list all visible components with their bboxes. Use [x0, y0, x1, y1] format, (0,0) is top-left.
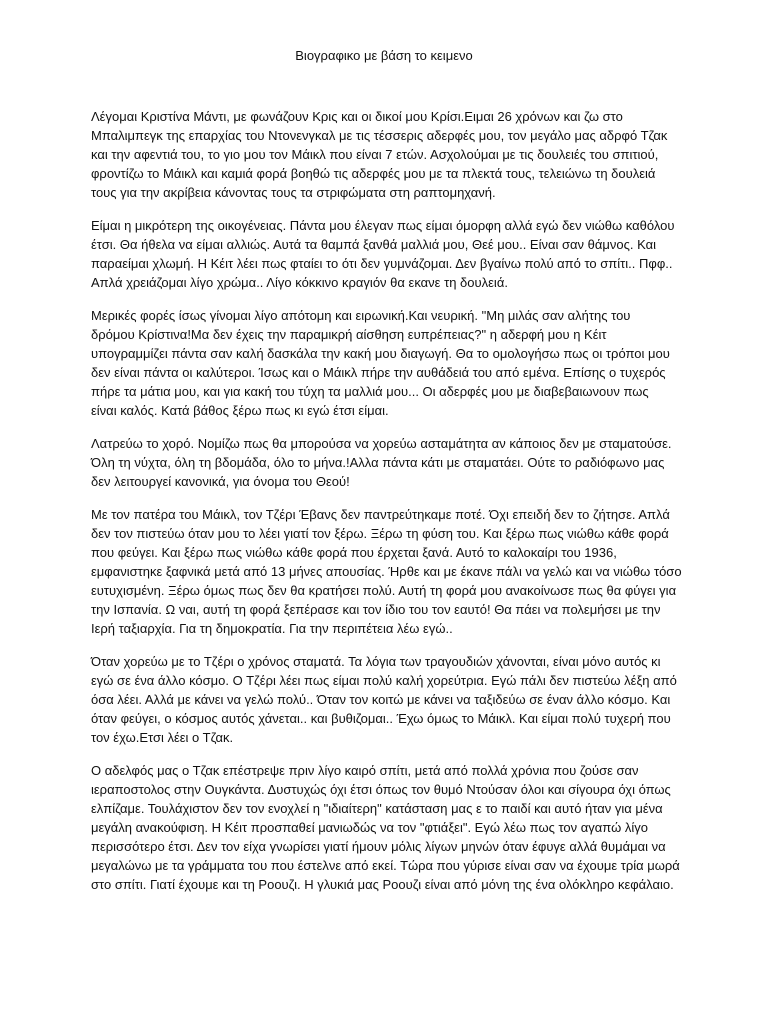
text-line: Όταν χορεύω με το Τζέρι ο χρόνος σταματά. Τα λόγια των τραγουδιών χάνονται, είναι μόνο αυτός κι	[91, 654, 661, 669]
text-line: μεγάλη ανακούφιση. Η Κέιτ προσπαθεί μανιωδώς να τον "φτιάξει". Εγώ λέω πως τον αγαπώ λίγο	[91, 820, 648, 835]
paragraph	[91, 434, 681, 491]
text-line: περισσότερο έτσι. Δεν τον είχα γνωρίσει γιατί ήμουν μόλις λίγων μηνών όταν έφυγε αλλά θυμάμαι να	[91, 839, 666, 854]
text-line: παραείμαι χλωμή. Η Κέιτ λέει πως φταίει το ότι δεν γυμνάζομαι. Δεν βγαίνω πολύ από το σπίτι.. Πφφ..	[91, 256, 673, 271]
text-line: ελπίζαμε. Τουλάχιστον δεν τον ενοχλεί η "ιδιαίτερη" κατάσταση μας ε το παιδί και αυτό ήταν για μένα	[91, 801, 663, 816]
text-line: και την αφεντιά του, το γιο μου τον Μάικλ που είναι 7 ετών. Ασχολούμαι με τις δουλειές του σπιτιού,	[91, 147, 659, 162]
text-line: τον έχω.Ετσι λέει ο Τζακ.	[91, 730, 234, 745]
paragraph	[91, 306, 681, 420]
text-line: είναι καλός. Κατά βάθος ξέρω πως κι εγώ έτσι είμαι.	[91, 403, 389, 418]
text-line: πήρε τα μάτια μου, και για κακή του τύχη τα μαλλιά μου... Οι αδερφές μου με διαβεβαιωνουν πως	[91, 384, 649, 399]
text-line: δρόμου Κρίστινα!Μα δεν έχεις την παραμικρή αίσθηση ευπρέπειας?" η αδερφή μου η Κέιτ	[91, 327, 607, 342]
paragraph	[91, 761, 681, 894]
text-line: στο σπίτι. Γιατί έχουμε και τη Ροουζι. Η γλυκιά μας Ροουζι είναι από μόνη της ένα ολόκληρο κεφάλαιο.	[91, 877, 674, 892]
text-line: εγώ σε ένα άλλο κόσμο. Ο Τζέρι λέει πως είμαι πολύ καλή χορεύτρια. Εγώ πάλι δεν πιστεύω λέξη από	[91, 673, 677, 688]
text-line: Μερικές φορές ίσως γίνομαι λίγο απότομη και ειρωνική.Και νευρική. "Μη μιλάς σαν αλήτης του	[91, 308, 631, 323]
text-line: Είμαι η μικρότερη της οικογένειας. Πάντα μου έλεγαν πως είμαι όμορφη αλλά εγώ δεν νιώθω καθόλου	[91, 218, 675, 233]
text-line: Μπαλιμπεγκ της επαρχίας του Ντονενγκαλ με τις τέσσερις αδερφές μου, τον μεγάλο μας αδρφό Τζακ	[91, 128, 668, 143]
paragraph	[91, 107, 681, 202]
text-line: την Ισπανία. Ω ναι, αυτή τη φορά ξεπέρασε και τον ίδιο του τον εαυτό! Θα πάει να πολεμήσει με την	[91, 602, 661, 617]
text-line: ιεραποστολος στην Ουγκάντα. Δυστυχώς όχι έτσι όπως τον θυμό Ντούσαν όλοι και σίγουρα όχι όπως	[91, 782, 671, 797]
text-line: δεν τον πιστεύω όταν μου το λέει γιατί τον ξέρω. Ξέρω τη φύση του. Και ξέρω πως νιώθω κάθε φορά	[91, 526, 669, 541]
document-title: Βιογραφικο με βάση το κειμενο	[295, 48, 473, 63]
text-line: όταν φεύγει, ο κόσμος αυτός χάνεται.. και βυθιζομαι.. Έχω όμως το Μάικλ. Και είμαι πολύ τυχερή που	[91, 711, 671, 726]
text-line: έτσι. Θα ήθελα να είμαι αλλιώς. Αυτά τα θαμπά ξανθά μαλλιά μου, Θεέ μου.. Είναι σαν θάμνος. Και	[91, 237, 657, 252]
text-line: όσα λέει. Αλλά με κάνει να γελώ πολύ.. Όταν τον κοιτώ με κάνει να ταξιδεύω σε έναν άλλο κόσμο. Και	[91, 692, 671, 707]
text-line: ευτυχισμένη. Ξέρω όμως πως δεν θα κρατήσει πολύ. Αυτή τη φορά μου ανακοίνωσε πως θα φύγει για	[91, 583, 677, 598]
text-line: μεγαλώνω με τα γράμματα του που έστελνε από εκεί. Τώρα που γύρισε είναι σαν να έχουμε τρία μωρά	[91, 858, 680, 873]
text-line: Λατρεύω το χορό. Νομίζω πως θα μπορούσα να χορεύω ασταμάτητα αν κάποιος δεν με σταματούσε.	[91, 436, 672, 451]
text-line: που φεύγει. Και ξέρω πως νιώθω κάθε φορά που έρχεται ξανά. Αυτό το καλοκαίρι του 1936,	[91, 545, 617, 560]
text-line: Λέγομαι Κριστίνα Μάντι, με φωνάζουν Κρις και οι δικοί μου Κρίσι.Ειμαι 26 χρόνων και ζω στο	[91, 109, 623, 124]
text-line: Όλη τη νύχτα, όλη τη βδομάδα, όλο το μήνα.!Αλλα πάντα κάτι με σταματάει. Ούτε το ραδιόφωνο μας	[91, 455, 665, 470]
paragraph	[91, 216, 681, 292]
text-line: τους για την ακρίβεια κάνοντας τους τα στριφώματα στη ραπτομηχανή.	[91, 185, 496, 200]
text-line: Με τον πατέρα του Μάικλ, τον Τζέρι Έβανς δεν παντρεύτηκαμε ποτέ. Όχι επειδή δεν το ζήτησε. Απλά	[91, 507, 670, 522]
paragraph	[91, 652, 681, 747]
text-line: Ιερή ταξιαρχία. Για τη δημοκρατία. Για την περιπέτεια λέω εγώ..	[91, 621, 453, 636]
document-body	[91, 107, 681, 908]
text-line: υπογραμμίζει πάντα σαν καλή δασκάλα την κακή μου διαγωγή. Θα το ομολογήσω πως οι τρόποι μου	[91, 346, 670, 361]
text-line: Ο αδελφός μας ο Τζακ επέστρεψε πριν λίγο καιρό σπίτι, μετά από πολλά χρόνια που ζούσε σαν	[91, 763, 639, 778]
text-line: δεν λειτουργεί κανονικά, για όνομα του Θεού!	[91, 474, 350, 489]
text-line: δεν είναι πάντα οι καλύτεροι. Ίσως και ο Μάικλ πήρε την αυθάδειά του από εμένα. Επίσης ο τυχερός	[91, 365, 666, 380]
text-line: Απλά χρειάζομαι λίγο χρώμα.. Λίγο κόκκινο κραγιόν θα εκανε τη δουλειά.	[91, 275, 508, 290]
text-line: φροντίζω το Μάικλ και καμιά φορά βοηθώ τις αδερφές μου με τα πλεκτά τους, τελειώνω τη δουλειά	[91, 166, 656, 181]
paragraph	[91, 505, 681, 638]
text-line: εμφανιστηκε ξαφνικά μετά από 13 μήνες απουσίας. Ήρθε και με έκανε πάλι να γελώ και να νιώθω τόσο	[91, 564, 682, 579]
